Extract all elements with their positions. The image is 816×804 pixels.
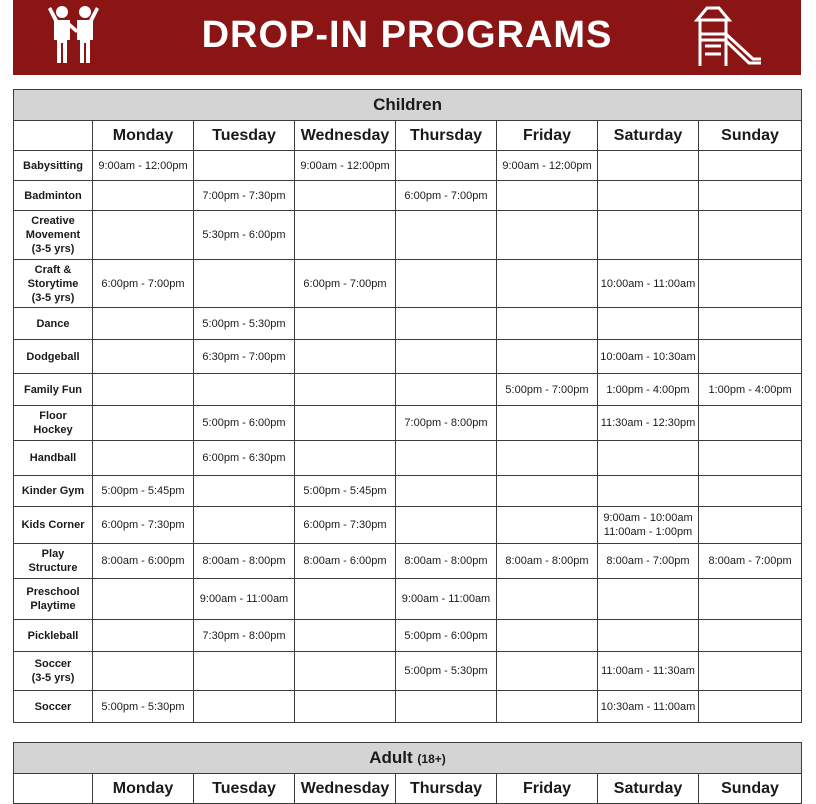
- program-name: Pickleball: [14, 620, 93, 652]
- day-header: Monday: [93, 774, 194, 804]
- schedule-cell: 8:00am - 7:00pm: [699, 544, 802, 579]
- schedule-cell: [194, 507, 295, 544]
- schedule-cell: 9:00am - 11:00am: [194, 579, 295, 620]
- schedule-cell: 5:00pm - 6:00pm: [396, 620, 497, 652]
- schedule-cell: 10:00am - 11:00am: [598, 260, 699, 308]
- schedule-cell: [699, 691, 802, 723]
- schedule-cell: 8:00am - 8:00pm: [497, 544, 598, 579]
- schedule-cell: [699, 406, 802, 441]
- program-name: Kids Corner: [14, 507, 93, 544]
- program-name: Kinder Gym: [14, 476, 93, 507]
- schedule-cell: [497, 579, 598, 620]
- day-header: Wednesday: [295, 121, 396, 151]
- schedule-cell: 6:00pm - 7:30pm: [295, 507, 396, 544]
- schedule-cell: [699, 441, 802, 476]
- schedule-cell: 8:00am - 8:00pm: [396, 544, 497, 579]
- children-section-heading: Children: [14, 90, 802, 121]
- schedule-cell: [194, 691, 295, 723]
- children-schedule-body: [14, 151, 802, 723]
- schedule-cell: 5:00pm - 5:30pm: [396, 652, 497, 691]
- table-row: [14, 260, 802, 308]
- table-row: [14, 441, 802, 476]
- schedule-cell: [295, 691, 396, 723]
- schedule-cell: [93, 374, 194, 406]
- day-header: Tuesday: [194, 774, 295, 804]
- schedule-cell: 8:00am - 6:00pm: [295, 544, 396, 579]
- schedule-cell: [396, 308, 497, 340]
- table-row: [14, 181, 802, 211]
- program-name: Badminton: [14, 181, 93, 211]
- schedule-cell: 8:00am - 6:00pm: [93, 544, 194, 579]
- schedule-cell: 5:00pm - 5:30pm: [194, 308, 295, 340]
- day-header: Thursday: [396, 774, 497, 804]
- page-title: DROP-IN PROGRAMS: [201, 14, 613, 56]
- schedule-cell: [295, 308, 396, 340]
- schedule-cell: [497, 308, 598, 340]
- schedule-cell: [699, 507, 802, 544]
- schedule-cell: [396, 476, 497, 507]
- children-schedule-table: [13, 89, 802, 723]
- schedule-cell: [194, 652, 295, 691]
- program-name: Play Structure: [14, 544, 93, 579]
- program-name: Creative Movement (3-5 yrs): [14, 211, 93, 260]
- day-header: Wednesday: [295, 774, 396, 804]
- day-header: Sunday: [699, 774, 802, 804]
- schedule-cell: 11:30am - 12:30pm: [598, 406, 699, 441]
- schedule-cell: [598, 308, 699, 340]
- schedule-cell: [497, 507, 598, 544]
- playground-slide-icon: [693, 4, 763, 68]
- schedule-cell: [295, 406, 396, 441]
- schedule-cell: 9:00am - 12:00pm: [497, 151, 598, 181]
- schedule-cell: [93, 308, 194, 340]
- schedule-cell: 9:00am - 12:00pm: [295, 151, 396, 181]
- schedule-cell: [295, 441, 396, 476]
- schedule-cell: [699, 579, 802, 620]
- children-day-header-row: [14, 121, 802, 151]
- schedule-cell: [598, 211, 699, 260]
- schedule-cell: [295, 374, 396, 406]
- schedule-cell: [396, 441, 497, 476]
- schedule-cell: [396, 260, 497, 308]
- schedule-cell: [598, 579, 699, 620]
- day-header: Saturday: [598, 774, 699, 804]
- table-row: [14, 406, 802, 441]
- schedule-cell: [497, 181, 598, 211]
- program-name: Dodgeball: [14, 340, 93, 374]
- schedule-cell: [497, 406, 598, 441]
- day-header: Friday: [497, 774, 598, 804]
- schedule-cell: 6:00pm - 7:30pm: [93, 507, 194, 544]
- schedule-cell: [396, 374, 497, 406]
- schedule-cell: 11:00am - 11:30am: [598, 652, 699, 691]
- program-name: Dance: [14, 308, 93, 340]
- program-name: Handball: [14, 441, 93, 476]
- schedule-cell: 1:00pm - 4:00pm: [598, 374, 699, 406]
- adult-schedule-table: [13, 742, 802, 804]
- schedule-cell: [396, 691, 497, 723]
- adult-section-heading: [14, 743, 802, 774]
- schedule-cell: 6:00pm - 7:00pm: [396, 181, 497, 211]
- schedule-cell: [598, 151, 699, 181]
- schedule-cell: 7:00pm - 8:00pm: [396, 406, 497, 441]
- adult-section-subtitle: (18+): [417, 752, 446, 766]
- program-name: Floor Hockey: [14, 406, 93, 441]
- schedule-cell: [598, 441, 699, 476]
- table-row: [14, 211, 802, 260]
- day-header: Monday: [93, 121, 194, 151]
- schedule-cell: 5:00pm - 7:00pm: [497, 374, 598, 406]
- schedule-cell: [93, 181, 194, 211]
- table-row: [14, 544, 802, 579]
- schedule-cell: 10:00am - 10:30am: [598, 340, 699, 374]
- schedule-cell: 6:00pm - 7:00pm: [93, 260, 194, 308]
- schedule-cell: [396, 211, 497, 260]
- schedule-cell: 10:30am - 11:00am: [598, 691, 699, 723]
- schedule-cell: [295, 652, 396, 691]
- day-header: Tuesday: [194, 121, 295, 151]
- table-row: [14, 691, 802, 723]
- table-row: [14, 308, 802, 340]
- schedule-cell: [497, 211, 598, 260]
- corner-cell: [14, 121, 93, 151]
- schedule-cell: [699, 340, 802, 374]
- table-row: [14, 340, 802, 374]
- schedule-cell: 7:00pm - 7:30pm: [194, 181, 295, 211]
- schedule-cell: [699, 151, 802, 181]
- schedule-cell: [93, 579, 194, 620]
- schedule-cell: 8:00am - 8:00pm: [194, 544, 295, 579]
- schedule-cell: 5:00pm - 6:00pm: [194, 406, 295, 441]
- schedule-cell: [93, 340, 194, 374]
- table-row: [14, 507, 802, 544]
- schedule-cell: [93, 441, 194, 476]
- schedule-cell: [93, 406, 194, 441]
- schedule-cell: [699, 476, 802, 507]
- table-row: [14, 374, 802, 406]
- corner-cell: [14, 774, 93, 804]
- table-row: [14, 652, 802, 691]
- schedule-cell: [699, 652, 802, 691]
- schedule-cell: [497, 652, 598, 691]
- schedule-cell: 5:00pm - 5:45pm: [93, 476, 194, 507]
- schedule-cell: 5:30pm - 6:00pm: [194, 211, 295, 260]
- schedule-cell: [699, 181, 802, 211]
- schedule-cell: [396, 151, 497, 181]
- adult-section-title: Adult: [369, 748, 413, 767]
- program-name: Soccer (3-5 yrs): [14, 652, 93, 691]
- schedule-cell: [194, 260, 295, 308]
- table-row: [14, 620, 802, 652]
- schedule-cell: [295, 340, 396, 374]
- schedule-cell: [699, 260, 802, 308]
- schedule-cell: [497, 441, 598, 476]
- schedule-cell: 7:30pm - 8:00pm: [194, 620, 295, 652]
- schedule-cell: [93, 652, 194, 691]
- schedule-cell: [598, 620, 699, 652]
- schedule-cell: [396, 340, 497, 374]
- schedule-cell: [194, 374, 295, 406]
- schedule-cell: [497, 260, 598, 308]
- schedule-cell: [699, 211, 802, 260]
- schedule-cell: [598, 181, 699, 211]
- day-header: Friday: [497, 121, 598, 151]
- schedule-cell: 5:00pm - 5:45pm: [295, 476, 396, 507]
- day-header: Saturday: [598, 121, 699, 151]
- program-name: Soccer: [14, 691, 93, 723]
- schedule-cell: [295, 579, 396, 620]
- schedule-cell: [93, 620, 194, 652]
- schedule-cell: [497, 476, 598, 507]
- program-name: Family Fun: [14, 374, 93, 406]
- schedule-cell: 6:30pm - 7:00pm: [194, 340, 295, 374]
- program-name: Preschool Playtime: [14, 579, 93, 620]
- schedule-cell: [194, 476, 295, 507]
- schedule-cell: [295, 620, 396, 652]
- schedule-cell: [396, 507, 497, 544]
- day-header: Sunday: [699, 121, 802, 151]
- adult-day-header-row: [14, 774, 802, 804]
- schedule-cell: [497, 691, 598, 723]
- schedule-cell: [295, 181, 396, 211]
- schedule-cell: [598, 476, 699, 507]
- schedule-cell: [699, 308, 802, 340]
- schedule-cell: 9:00am - 11:00am: [396, 579, 497, 620]
- schedule-cell: [295, 211, 396, 260]
- schedule-cell: 6:00pm - 7:00pm: [295, 260, 396, 308]
- day-header: Thursday: [396, 121, 497, 151]
- schedule-cell: 8:00am - 7:00pm: [598, 544, 699, 579]
- header-banner: [13, 0, 801, 75]
- schedule-cell: [93, 211, 194, 260]
- table-row: [14, 476, 802, 507]
- table-row: [14, 151, 802, 181]
- schedule-cell: 1:00pm - 4:00pm: [699, 374, 802, 406]
- schedule-cell: 5:00pm - 5:30pm: [93, 691, 194, 723]
- schedule-cell: 6:00pm - 6:30pm: [194, 441, 295, 476]
- program-name: Craft & Storytime (3-5 yrs): [14, 260, 93, 308]
- table-row: [14, 579, 802, 620]
- schedule-cell: [497, 340, 598, 374]
- schedule-cell: [699, 620, 802, 652]
- schedule-cell: 9:00am - 12:00pm: [93, 151, 194, 181]
- schedule-cell: [194, 151, 295, 181]
- program-name: Babysitting: [14, 151, 93, 181]
- schedule-cell: 9:00am - 10:00am 11:00am - 1:00pm: [598, 507, 699, 544]
- schedule-cell: [497, 620, 598, 652]
